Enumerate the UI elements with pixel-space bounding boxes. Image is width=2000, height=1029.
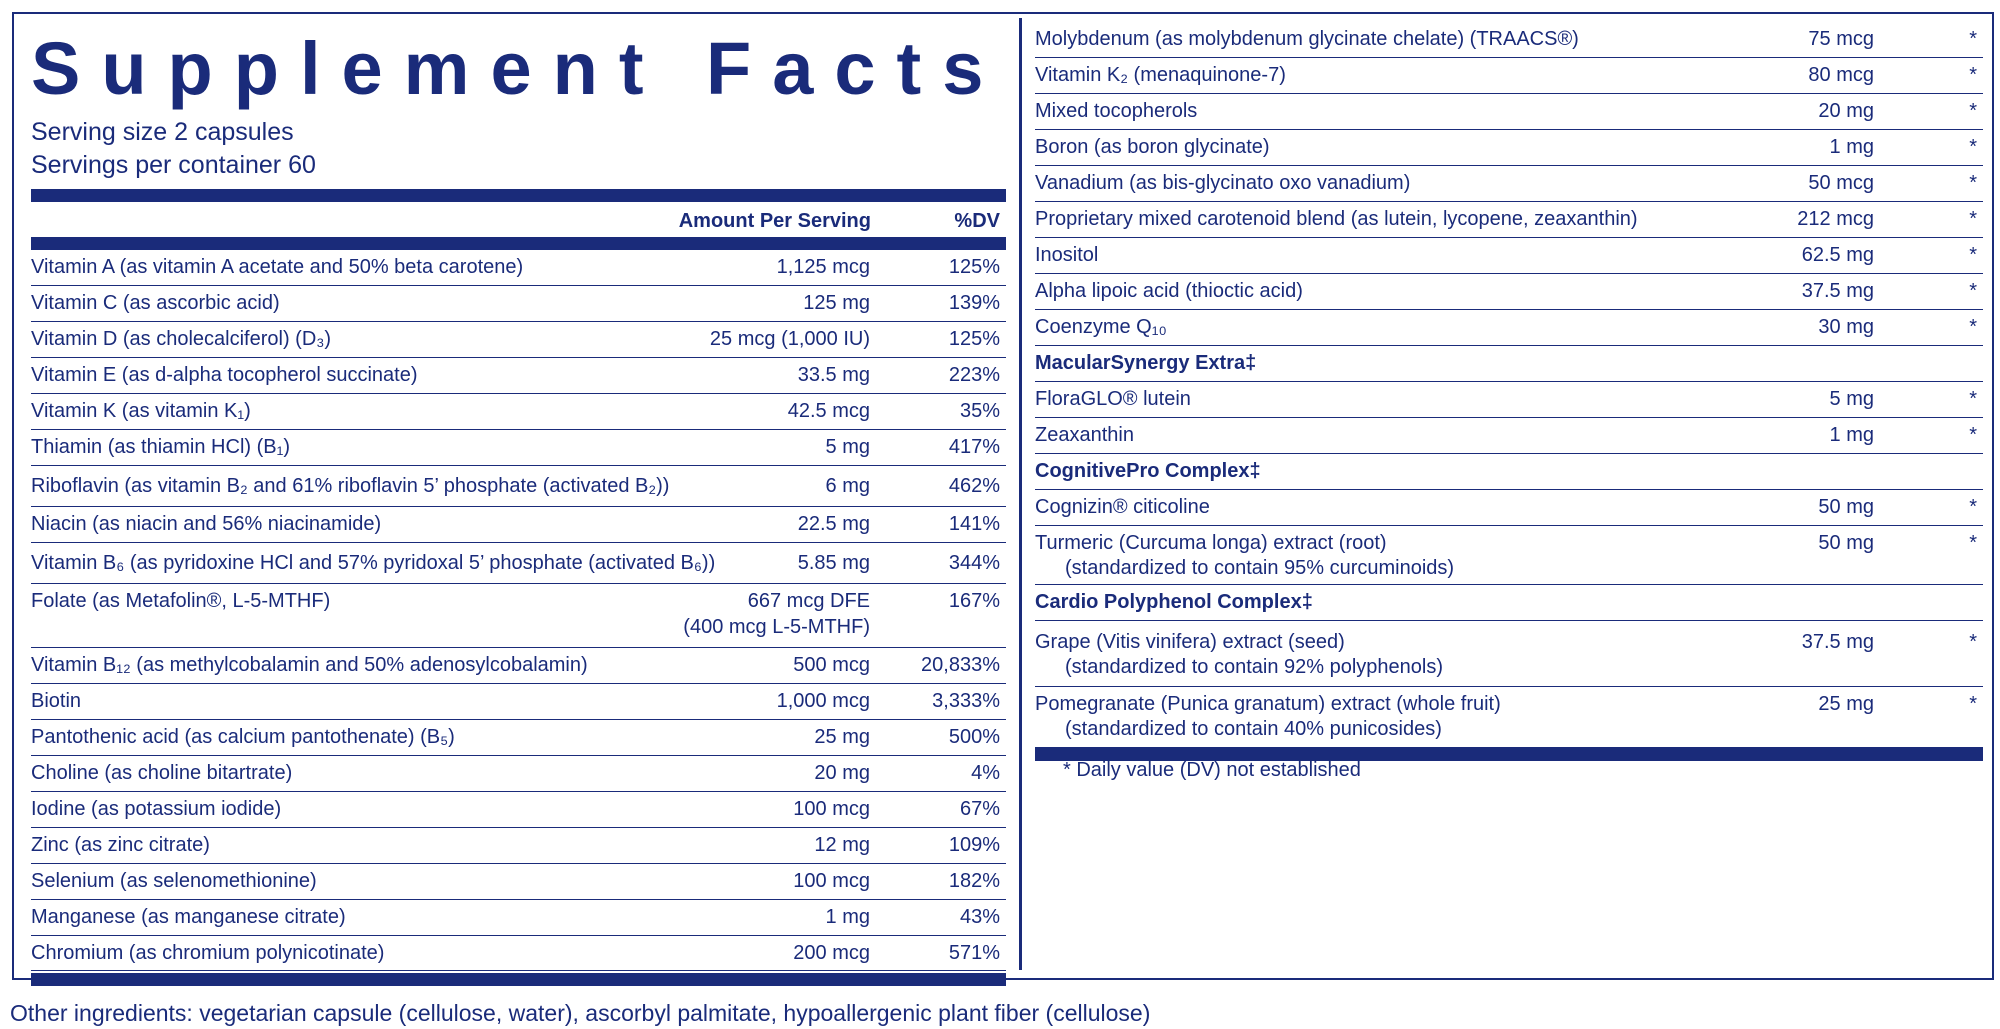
section-title: CognitivePro Complex‡ <box>1035 460 1261 482</box>
nutrient-dv: 3,333% <box>932 690 1000 712</box>
section-header-row <box>1035 585 1983 621</box>
nutrient-row <box>31 684 1006 720</box>
nutrient-amount: 1,000 mcg <box>776 690 870 712</box>
section-title: Cardio Polyphenol Complex‡ <box>1035 591 1313 613</box>
nutrient-dv: 109% <box>948 834 1000 856</box>
nutrient-dv: 500% <box>948 726 1000 748</box>
nutrient-amount: 125 mg <box>803 292 870 314</box>
nutrient-row <box>31 584 1006 648</box>
nutrient-name: Coenzyme Q₁₀ <box>1035 316 1167 338</box>
serving-size: Serving size 2 capsules <box>31 118 294 146</box>
nutrient-amount: 80 mcg <box>1808 64 1874 86</box>
nutrient-amount: 42.5 mcg <box>787 400 870 422</box>
nutrient-amount: 25 mg <box>1818 693 1874 715</box>
nutrient-name: Vitamin B₁₂ (as methylcobalamin and 50% adenosylcobalamin) <box>31 654 588 676</box>
right-nutrient-table <box>1035 22 1983 748</box>
nutrient-name: Niacin (as niacin and 56% niacinamide) <box>31 513 382 535</box>
nutrient-name: Cognizin® citicoline <box>1035 496 1210 518</box>
nutrient-name: Mixed tocopherols <box>1035 100 1198 122</box>
nutrient-dv: 417% <box>948 436 1000 458</box>
nutrient-amount: 22.5 mg <box>797 513 870 535</box>
nutrient-dv: * <box>1969 64 1977 86</box>
nutrient-row <box>1035 490 1983 526</box>
nutrient-row <box>31 756 1006 792</box>
nutrient-row <box>1035 621 1983 687</box>
nutrient-dv: 344% <box>948 552 1000 574</box>
nutrient-name: Molybdenum (as molybdenum glycinate chelate) (TRAACS®) <box>1035 28 1579 50</box>
nutrient-dv: * <box>1969 388 1977 410</box>
nutrient-amount-detail: (400 mcg L-5-MTHF) <box>683 616 870 638</box>
nutrient-dv: * <box>1969 100 1977 122</box>
nutrient-amount: 212 mcg <box>1797 208 1874 230</box>
nutrient-row <box>1035 130 1983 166</box>
nutrient-amount: 5.85 mg <box>797 552 870 574</box>
nutrient-standardization: (standardized to contain 95% curcuminoids) <box>1065 557 1455 579</box>
nutrient-row <box>1035 22 1983 58</box>
column-header <box>31 202 1006 237</box>
section-header-row <box>1035 454 1983 490</box>
nutrient-amount: 500 mcg <box>793 654 870 676</box>
nutrient-dv: * <box>1969 136 1977 158</box>
nutrient-amount: 1 mg <box>825 906 870 928</box>
nutrient-name: Zeaxanthin <box>1035 424 1134 446</box>
nutrient-row <box>1035 58 1983 94</box>
nutrient-name: Grape (Vitis vinifera) extract (seed) <box>1035 631 1345 653</box>
nutrient-dv: 141% <box>948 513 1000 535</box>
nutrient-dv: 4% <box>971 762 1000 784</box>
nutrient-name: Folate (as Metafolin®, L-5-MTHF) <box>31 590 331 612</box>
dv-footnote: * Daily value (DV) not established <box>1063 759 1361 781</box>
nutrient-name: Vitamin A (as vitamin A acetate and 50% beta carotene) <box>31 256 524 278</box>
nutrient-dv: * <box>1969 28 1977 50</box>
nutrient-dv: 125% <box>948 328 1000 350</box>
nutrient-name: Vitamin K (as vitamin K₁) <box>31 400 251 422</box>
nutrient-row <box>31 936 1006 971</box>
amount-header: Amount Per Serving <box>678 210 871 232</box>
nutrient-row <box>1035 687 1983 748</box>
nutrient-name: Proprietary mixed carotenoid blend (as lutein, lycopene, zeaxanthin) <box>1035 208 1638 230</box>
nutrient-name: Selenium (as selenomethionine) <box>31 870 317 892</box>
left-nutrient-table <box>31 250 1006 971</box>
nutrient-amount: 6 mg <box>825 475 870 497</box>
servings-per-container: Servings per container 60 <box>31 151 316 179</box>
nutrient-row <box>1035 238 1983 274</box>
nutrient-dv: 571% <box>948 942 1000 964</box>
nutrient-row <box>1035 202 1983 238</box>
nutrient-standardization: (standardized to contain 92% polyphenols) <box>1065 656 1444 678</box>
nutrient-name: Vitamin D (as cholecalciferol) (D₃) <box>31 328 332 350</box>
nutrient-name: Pantothenic acid (as calcium pantothenate) (B₅) <box>31 726 455 748</box>
nutrient-amount: 1 mg <box>1829 136 1874 158</box>
nutrient-row <box>31 466 1006 507</box>
nutrient-name: Chromium (as chromium polynicotinate) <box>31 942 385 964</box>
nutrient-name: Boron (as boron glycinate) <box>1035 136 1270 158</box>
nutrient-row <box>31 250 1006 286</box>
nutrient-row <box>31 322 1006 358</box>
other-ingredients: Other ingredients: vegetarian capsule (cellulose, water), ascorbyl palmitate, hypoallergenic plant fiber (cellulose) <box>10 1000 1151 1026</box>
nutrient-dv: 182% <box>948 870 1000 892</box>
nutrient-amount: 50 mg <box>1818 496 1874 518</box>
nutrient-name: FloraGLO® lutein <box>1035 388 1191 410</box>
nutrient-name: Choline (as choline bitartrate) <box>31 762 293 784</box>
nutrient-dv: 20,833% <box>921 654 1000 676</box>
nutrient-row <box>31 286 1006 322</box>
nutrient-amount: 20 mg <box>1818 100 1874 122</box>
nutrient-amount: 50 mcg <box>1808 172 1874 194</box>
section-header-row <box>1035 346 1983 382</box>
nutrient-row <box>31 358 1006 394</box>
panel-title: Supplement Facts <box>31 27 1005 110</box>
nutrient-dv: 462% <box>948 475 1000 497</box>
nutrient-dv: 43% <box>959 906 1000 928</box>
nutrient-row <box>31 394 1006 430</box>
nutrient-name: Vanadium (as bis-glycinato oxo vanadium) <box>1035 172 1411 194</box>
nutrient-amount: 667 mcg DFE <box>747 590 870 612</box>
nutrient-amount: 50 mg <box>1818 532 1874 554</box>
nutrient-row <box>31 828 1006 864</box>
bottom-thick-rule-left <box>31 973 1006 986</box>
nutrient-row <box>31 648 1006 684</box>
nutrient-row <box>31 792 1006 828</box>
nutrient-name: Vitamin C (as ascorbic acid) <box>31 292 280 314</box>
nutrient-amount: 25 mg <box>814 726 870 748</box>
nutrient-dv: * <box>1969 208 1977 230</box>
nutrient-dv: 35% <box>959 400 1000 422</box>
nutrient-row <box>1035 94 1983 130</box>
section-title: MacularSynergy Extra‡ <box>1035 352 1257 374</box>
nutrient-row <box>31 543 1006 584</box>
nutrient-amount: 5 mg <box>825 436 870 458</box>
nutrient-name: Thiamin (as thiamin HCl) (B₁) <box>31 436 291 458</box>
top-thick-rule <box>31 189 1006 202</box>
nutrient-row <box>1035 382 1983 418</box>
nutrient-row <box>31 900 1006 936</box>
nutrient-name: Turmeric (Curcuma longa) extract (root) <box>1035 532 1387 554</box>
nutrient-amount: 1 mg <box>1829 424 1874 446</box>
nutrient-dv: 125% <box>948 256 1000 278</box>
nutrient-amount: 75 mcg <box>1808 28 1874 50</box>
nutrient-dv: * <box>1969 532 1977 554</box>
nutrient-amount: 200 mcg <box>793 942 870 964</box>
nutrient-name: Alpha lipoic acid (thioctic acid) <box>1035 280 1303 302</box>
nutrient-row <box>1035 166 1983 202</box>
nutrient-dv: 167% <box>948 590 1000 612</box>
nutrient-row <box>1035 310 1983 346</box>
nutrient-dv: 67% <box>959 798 1000 820</box>
nutrient-name: Manganese (as manganese citrate) <box>31 906 346 928</box>
nutrient-name: Inositol <box>1035 244 1099 266</box>
nutrient-amount: 100 mcg <box>793 870 870 892</box>
nutrient-amount: 37.5 mg <box>1801 280 1874 302</box>
nutrient-dv: * <box>1969 244 1977 266</box>
nutrient-name: Vitamin E (as d-alpha tocopherol succinate) <box>31 364 418 386</box>
nutrient-amount: 33.5 mg <box>797 364 870 386</box>
nutrient-row <box>31 720 1006 756</box>
nutrient-dv: * <box>1969 424 1977 446</box>
nutrient-name: Vitamin K₂ (menaquinone-7) <box>1035 64 1286 86</box>
nutrient-name: Iodine (as potassium iodide) <box>31 798 282 820</box>
header-thick-rule <box>31 237 1006 250</box>
left-column <box>31 20 1006 986</box>
column-divider <box>1019 18 1022 970</box>
nutrient-dv: * <box>1969 496 1977 518</box>
nutrient-row <box>1035 274 1983 310</box>
nutrient-amount: 62.5 mg <box>1801 244 1874 266</box>
nutrient-row <box>1035 418 1983 454</box>
right-column <box>1035 22 1983 781</box>
nutrient-amount: 5 mg <box>1829 388 1874 410</box>
nutrient-dv: * <box>1969 631 1977 653</box>
nutrient-dv: * <box>1969 280 1977 302</box>
nutrient-name: Pomegranate (Punica granatum) extract (whole fruit) <box>1035 693 1501 715</box>
nutrient-amount: 20 mg <box>814 762 870 784</box>
nutrient-name: Biotin <box>31 690 82 712</box>
nutrient-dv: 223% <box>948 364 1000 386</box>
nutrient-amount: 37.5 mg <box>1801 631 1874 653</box>
nutrient-name: Zinc (as zinc citrate) <box>31 834 210 856</box>
nutrient-amount: 12 mg <box>814 834 870 856</box>
nutrient-row <box>1035 526 1983 585</box>
nutrient-row <box>31 430 1006 466</box>
nutrient-dv: * <box>1969 172 1977 194</box>
nutrient-amount: 25 mcg (1,000 IU) <box>709 328 870 350</box>
nutrient-row <box>31 507 1006 543</box>
nutrient-amount: 30 mg <box>1818 316 1874 338</box>
nutrient-dv: * <box>1969 316 1977 338</box>
nutrient-amount: 100 mcg <box>793 798 870 820</box>
nutrient-dv: * <box>1969 693 1977 715</box>
dv-header: %DV <box>954 210 1000 232</box>
nutrient-amount: 1,125 mcg <box>776 256 870 278</box>
nutrient-name: Riboflavin (as vitamin B₂ and 61% riboflavin 5’ phosphate (activated B₂)) <box>31 475 670 497</box>
nutrient-name: Vitamin B₆ (as pyridoxine HCl and 57% pyridoxal 5’ phosphate (activated B₆)) <box>31 552 716 574</box>
nutrient-dv: 139% <box>948 292 1000 314</box>
nutrient-row <box>31 864 1006 900</box>
nutrient-standardization: (standardized to contain 40% punicosides) <box>1065 718 1442 740</box>
